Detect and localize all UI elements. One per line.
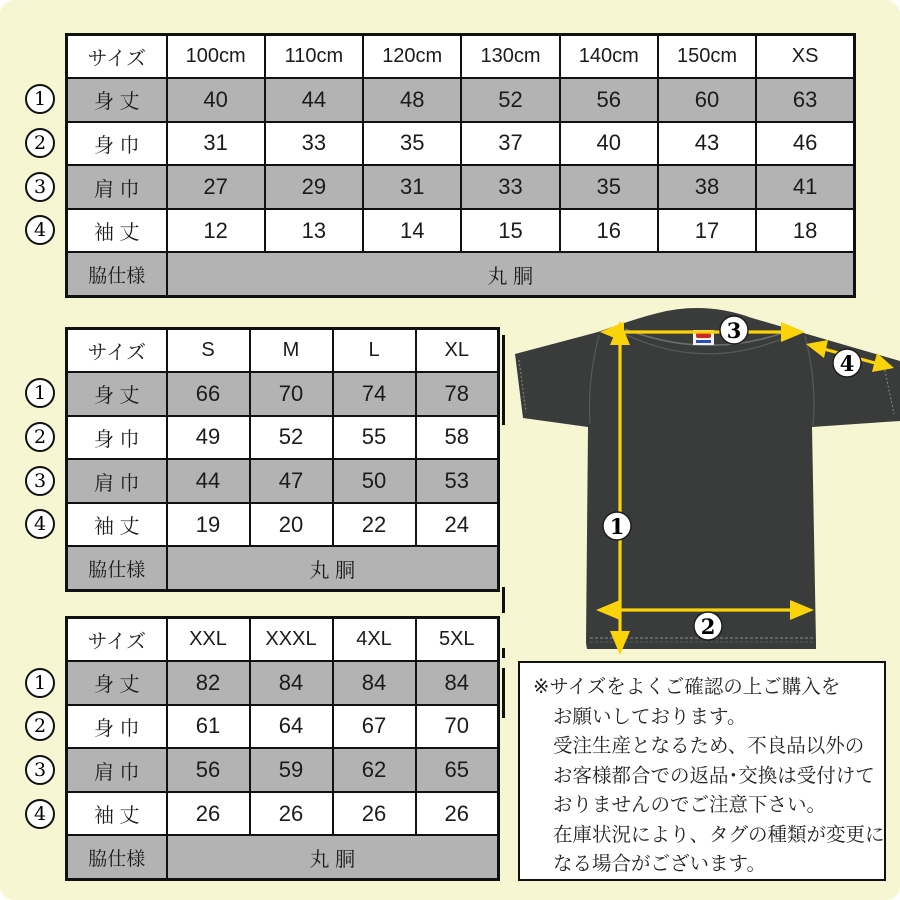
value-cell: 56 xyxy=(560,78,658,122)
value-cell: 67 xyxy=(333,705,416,749)
size-table-kids xyxy=(65,33,856,298)
value-cell: 26 xyxy=(416,792,499,836)
svg-text:3: 3 xyxy=(726,318,742,343)
svg-text:2: 2 xyxy=(700,614,716,639)
footer-label: 脇仕様 xyxy=(67,252,167,296)
column-header: 150cm xyxy=(658,35,756,79)
column-header: M xyxy=(250,329,333,373)
row-marker-3: 3 xyxy=(25,172,55,202)
size-header: サイズ xyxy=(67,618,167,662)
photo-edge-artifact xyxy=(502,335,505,425)
photo-edge-artifact xyxy=(502,587,505,613)
row-marker-1: 1 xyxy=(25,668,55,698)
value-cell: 40 xyxy=(560,122,658,166)
tshirt-graphic xyxy=(500,300,900,660)
row-label: 肩 巾 xyxy=(67,165,167,209)
footer-row xyxy=(67,835,499,879)
value-cell: 64 xyxy=(250,705,333,749)
value-cell: 44 xyxy=(167,459,250,503)
row-marker-1: 1 xyxy=(25,84,55,114)
value-cell: 20 xyxy=(250,503,333,547)
row-label: 袖 丈 xyxy=(67,792,167,836)
header-row xyxy=(67,35,855,79)
value-cell: 53 xyxy=(416,459,499,503)
svg-text:1: 1 xyxy=(609,514,625,539)
row-marker-1: 1 xyxy=(25,378,55,408)
column-header: XL xyxy=(416,329,499,373)
value-cell: 47 xyxy=(250,459,333,503)
value-cell: 29 xyxy=(265,165,363,209)
column-header: S xyxy=(167,329,250,373)
value-cell: 62 xyxy=(333,748,416,792)
row-label: 袖 丈 xyxy=(67,209,167,253)
measurement-label-2 xyxy=(694,612,722,640)
footer-value: 丸 胴 xyxy=(167,252,855,296)
value-cell: 43 xyxy=(658,122,756,166)
svg-text:4: 4 xyxy=(839,351,855,376)
footer-label: 脇仕様 xyxy=(67,546,167,590)
row-marker-2: 2 xyxy=(25,422,55,452)
value-cell: 18 xyxy=(756,209,854,253)
value-cell: 46 xyxy=(756,122,854,166)
row-label: 肩 巾 xyxy=(67,459,167,503)
value-cell: 84 xyxy=(250,661,333,705)
size-table-plus xyxy=(65,616,500,881)
value-cell: 26 xyxy=(167,792,250,836)
value-cell: 49 xyxy=(167,416,250,460)
note-line: なる場合がございます。 xyxy=(553,853,766,875)
note-line: ※サイズをよくご確認の上ご購入を xyxy=(533,676,841,698)
value-cell: 63 xyxy=(756,78,854,122)
value-cell: 12 xyxy=(167,209,265,253)
value-cell: 74 xyxy=(333,372,416,416)
value-cell: 38 xyxy=(658,165,756,209)
value-cell: 15 xyxy=(461,209,559,253)
value-cell: 44 xyxy=(265,78,363,122)
column-header: 140cm xyxy=(560,35,658,79)
value-cell: 84 xyxy=(333,661,416,705)
value-cell: 82 xyxy=(167,661,250,705)
table-row xyxy=(67,416,499,460)
measurement-label-1 xyxy=(603,512,631,540)
table-row xyxy=(67,78,855,122)
table-row xyxy=(67,748,499,792)
value-cell: 70 xyxy=(416,705,499,749)
column-header: XS xyxy=(756,35,854,79)
photo-edge-artifact xyxy=(502,648,505,658)
row-label: 身 巾 xyxy=(67,705,167,749)
table-row xyxy=(67,165,855,209)
column-header: XXL xyxy=(167,618,250,662)
value-cell: 56 xyxy=(167,748,250,792)
table-row xyxy=(67,705,499,749)
value-cell: 84 xyxy=(416,661,499,705)
column-header: 4XL xyxy=(333,618,416,662)
value-cell: 61 xyxy=(167,705,250,749)
value-cell: 60 xyxy=(658,78,756,122)
value-cell: 58 xyxy=(416,416,499,460)
row-label: 肩 巾 xyxy=(67,748,167,792)
note-line: お願いしております。 xyxy=(553,705,747,728)
row-marker-2: 2 xyxy=(25,128,55,158)
table-row xyxy=(67,503,499,547)
size-header: サイズ xyxy=(67,329,167,373)
column-header: 120cm xyxy=(363,35,461,79)
value-cell: 27 xyxy=(167,165,265,209)
table-row xyxy=(67,372,499,416)
footer-row xyxy=(67,252,855,296)
value-cell: 48 xyxy=(363,78,461,122)
value-cell: 24 xyxy=(416,503,499,547)
column-header: 5XL xyxy=(416,618,499,662)
value-cell: 19 xyxy=(167,503,250,547)
value-cell: 16 xyxy=(560,209,658,253)
size-header: サイズ xyxy=(67,35,167,79)
row-marker-3: 3 xyxy=(25,755,55,785)
row-label: 身 丈 xyxy=(67,372,167,416)
value-cell: 31 xyxy=(167,122,265,166)
value-cell: 78 xyxy=(416,372,499,416)
value-cell: 31 xyxy=(363,165,461,209)
header-row xyxy=(67,618,499,662)
footer-value: 丸 胴 xyxy=(167,546,499,590)
table-row xyxy=(67,459,499,503)
value-cell: 35 xyxy=(363,122,461,166)
measurement-label-4 xyxy=(833,349,861,377)
row-label: 身 巾 xyxy=(67,416,167,460)
value-cell: 37 xyxy=(461,122,559,166)
row-marker-2: 2 xyxy=(25,711,55,741)
row-label: 袖 丈 xyxy=(67,503,167,547)
value-cell: 33 xyxy=(265,122,363,166)
measurement-label-3 xyxy=(720,316,748,344)
value-cell: 33 xyxy=(461,165,559,209)
column-header: L xyxy=(333,329,416,373)
row-marker-4: 4 xyxy=(25,799,55,829)
value-cell: 65 xyxy=(416,748,499,792)
value-cell: 35 xyxy=(560,165,658,209)
table-row xyxy=(67,209,855,253)
value-cell: 14 xyxy=(363,209,461,253)
row-marker-3: 3 xyxy=(25,466,55,496)
table-row xyxy=(67,122,855,166)
row-marker-4: 4 xyxy=(25,215,55,245)
value-cell: 59 xyxy=(250,748,333,792)
column-header: 100cm xyxy=(167,35,265,79)
value-cell: 13 xyxy=(265,209,363,253)
value-cell: 70 xyxy=(250,372,333,416)
column-header: XXXL xyxy=(250,618,333,662)
column-header: 110cm xyxy=(265,35,363,79)
value-cell: 55 xyxy=(333,416,416,460)
footer-value: 丸 胴 xyxy=(167,835,499,879)
size-table-adult xyxy=(65,327,500,592)
header-row xyxy=(67,329,499,373)
footer-label: 脇仕様 xyxy=(67,835,167,879)
value-cell: 17 xyxy=(658,209,756,253)
table-row xyxy=(67,792,499,836)
row-label: 身 丈 xyxy=(67,78,167,122)
photo-edge-artifact xyxy=(502,668,505,718)
value-cell: 41 xyxy=(756,165,854,209)
value-cell: 66 xyxy=(167,372,250,416)
column-header: 130cm xyxy=(461,35,559,79)
footer-row xyxy=(67,546,499,590)
purchase-note-box xyxy=(518,661,886,881)
note-line: 在庫状況により、タグの種類が変更に xyxy=(553,823,885,846)
value-cell: 50 xyxy=(333,459,416,503)
tshirt-measurement-figure xyxy=(500,300,900,660)
row-marker-4: 4 xyxy=(25,509,55,539)
value-cell: 40 xyxy=(167,78,265,122)
note-line: お客様都合での返品･交換は受付けて xyxy=(553,764,875,787)
value-cell: 26 xyxy=(250,792,333,836)
note-line: 受注生産となるため、不良品以外の xyxy=(553,735,865,757)
value-cell: 52 xyxy=(250,416,333,460)
value-cell: 26 xyxy=(333,792,416,836)
table-row xyxy=(67,661,499,705)
value-cell: 52 xyxy=(461,78,559,122)
note-line: おりませんのでご注意下さい。 xyxy=(553,794,827,816)
value-cell: 22 xyxy=(333,503,416,547)
row-label: 身 丈 xyxy=(67,661,167,705)
row-label: 身 巾 xyxy=(67,122,167,166)
